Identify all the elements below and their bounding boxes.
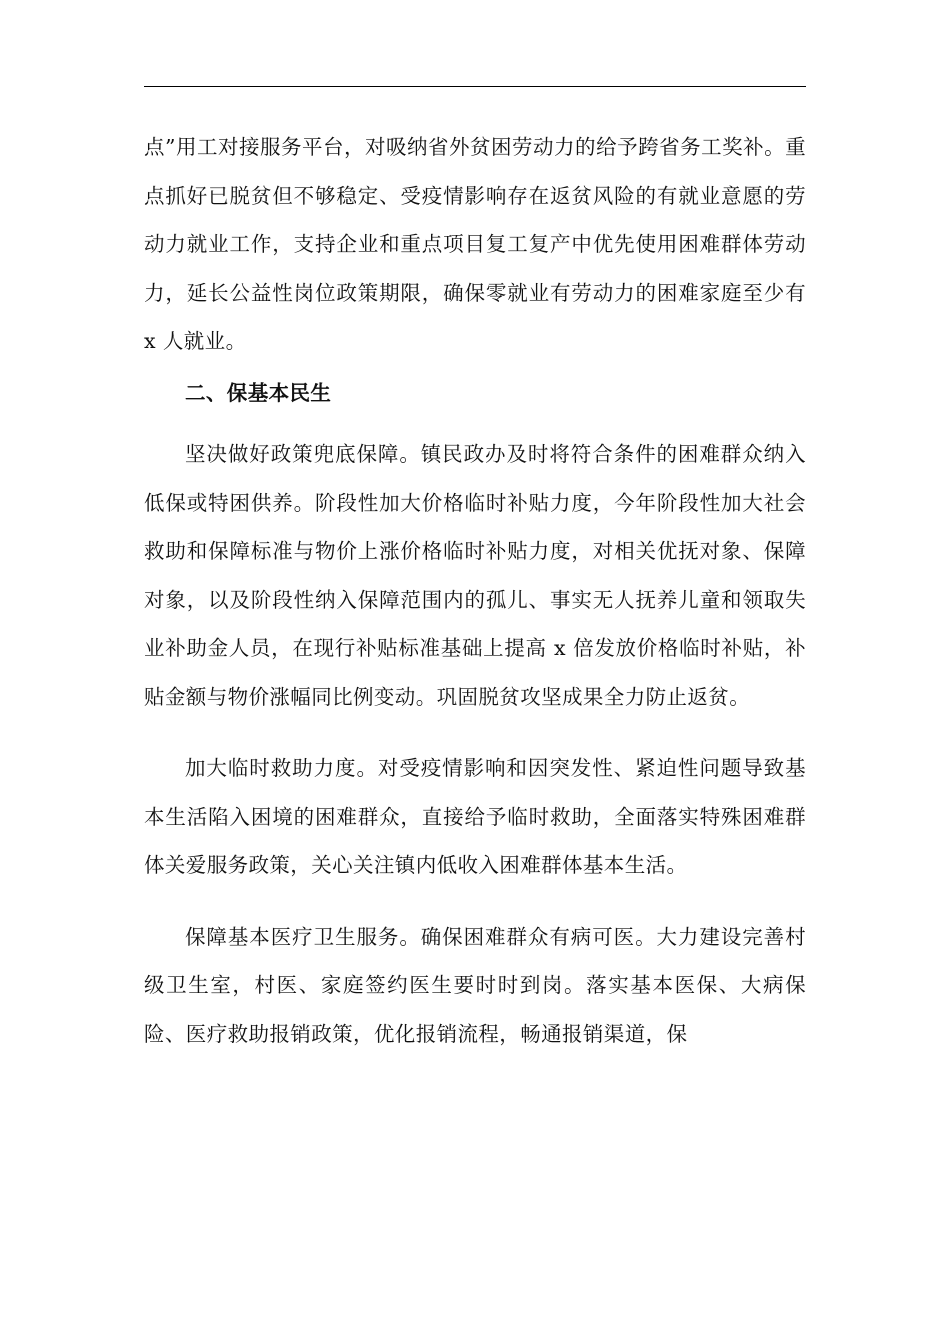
paragraph-medical-services: 保障基本医疗卫生服务。确保困难群众有病可医。大力建设完善村级卫生室，村医、家庭签约医生要时时到岗。落实基本医保、大病保险、医疗救助报销政策，优化报销流程，畅通报销渠道，保 <box>144 924 806 1046</box>
paragraph-policy-guarantee: 坚决做好政策兜底保障。镇民政办及时将符合条件的困难群众纳入低保或特困供养。阶段性加大价格临时补贴力度，今年阶段性加大社会救助和保障标准与物价上涨价格临时补贴力度，对相关优抚对象、保障对象，以及阶段性纳入保障范围内的孤儿、事实无人抚养儿童和领取失业补助金人员，在现行补贴标准基础上提高 x 倍发放价格临时补贴，补贴金额与物价涨幅同比例变动。巩固脱贫攻坚成果全力防止返贫。 <box>144 442 806 709</box>
paragraph-continuation: 点”用工对接服务平台，对吸纳省外贫困劳动力的给予跨省务工奖补。重点抓好已脱贫但不够稳定、受疫情影响存在返贫风险的有就业意愿的劳动力就业工作，支持企业和重点项目复工复产中优先使用困难群体劳动力，延长公益性岗位政策期限，确保零就业有劳动力的困难家庭至少有 x 人就业。 <box>144 135 806 353</box>
paragraph-temporary-assistance: 加大临时救助力度。对受疫情影响和因突发性、紧迫性问题导致基本生活陷入困境的困难群众，直接给予临时救助，全面落实特殊困难群体关爱服务政策，关心关注镇内低收入困难群体基本生活。 <box>144 756 806 877</box>
section-heading: 二、保基本民生 <box>185 380 332 405</box>
document-body <box>144 123 806 1058</box>
header-rule <box>144 86 806 87</box>
